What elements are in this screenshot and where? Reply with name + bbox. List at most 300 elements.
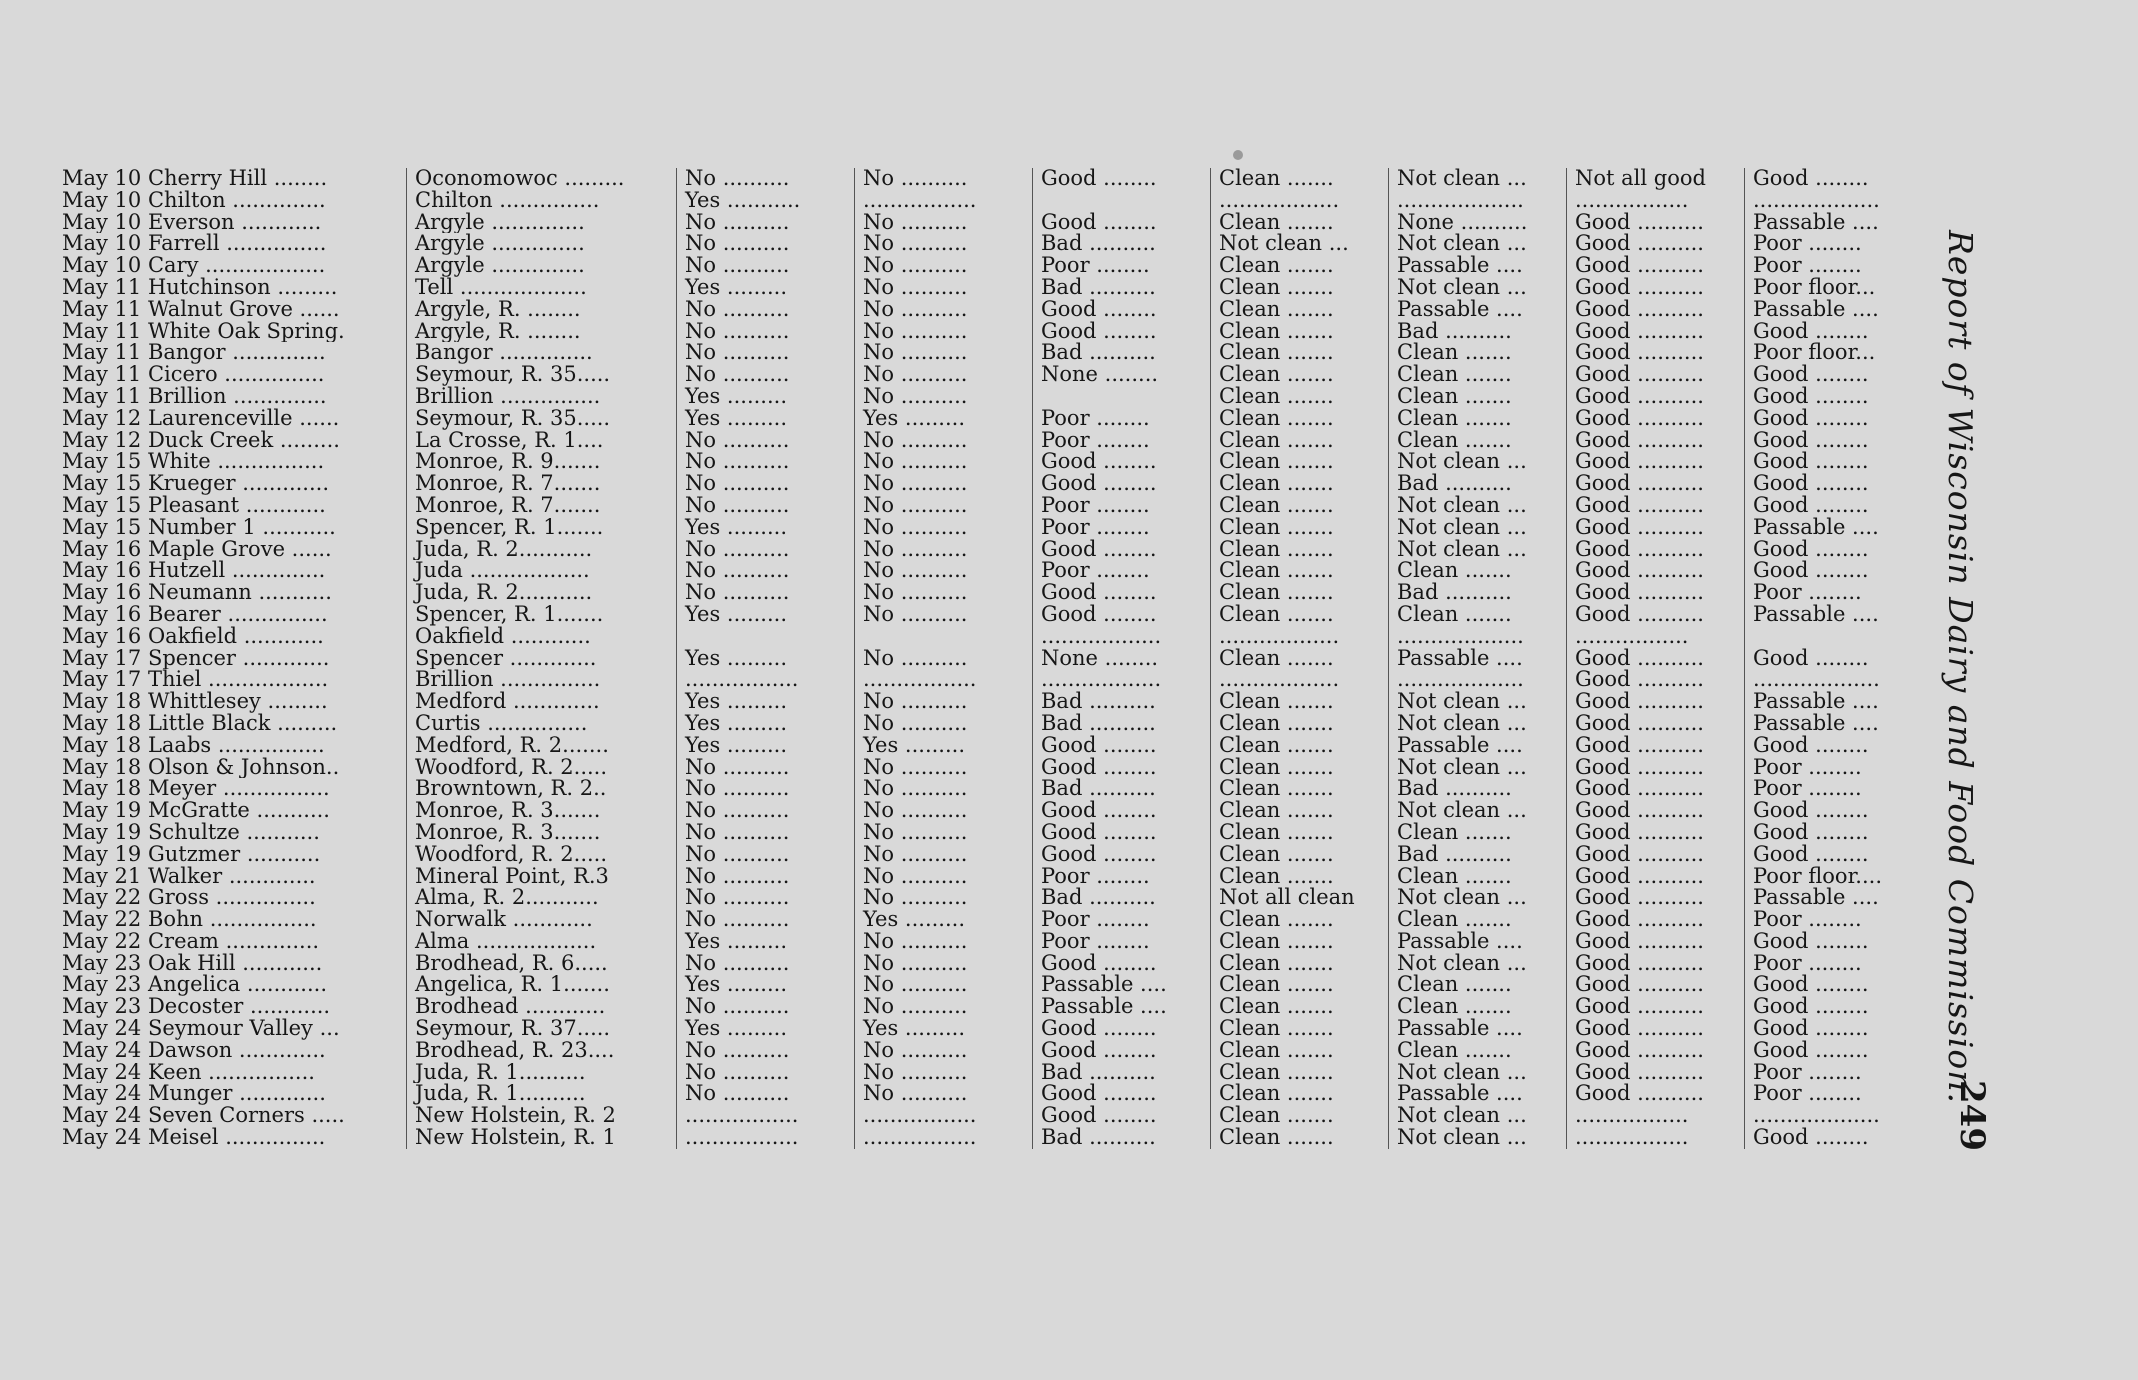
table-cell: Clean ....... [1210, 778, 1388, 800]
table-cell: No .......... [676, 866, 854, 888]
table-cell: Clean ....... [1210, 1105, 1388, 1127]
table-cell: No .......... [854, 996, 1032, 1018]
table-cell: Good ........ [1744, 974, 1920, 996]
table-cell: Clean ....... [1210, 560, 1388, 582]
table-cell: No .......... [854, 582, 1032, 604]
table-cell: May 18 Laabs ................ [62, 734, 325, 757]
table-cell: Medford, R. 2....... [406, 735, 676, 757]
table-cell: Clean ....... [1210, 974, 1388, 996]
table-cell: ................. [676, 669, 854, 691]
table-cell: Argyle, R. ........ [406, 321, 676, 343]
table-cell: No .......... [854, 212, 1032, 234]
table-row [58, 190, 1958, 212]
table-cell: Monroe, R. 3....... [406, 822, 676, 844]
table-cell: Good .......... [1566, 277, 1744, 299]
table-cell: No .......... [854, 822, 1032, 844]
table-cell: Good ........ [1744, 560, 1920, 582]
table-cell: Good .......... [1566, 1018, 1744, 1040]
table-cell: Good .......... [1566, 778, 1744, 800]
table-cell: Good .......... [1566, 691, 1744, 713]
table-cell: Good ........ [1744, 648, 1920, 670]
table-cell: No .......... [854, 299, 1032, 321]
table-cell: Clean ....... [1388, 386, 1566, 408]
table-cell: Passable .... [1744, 887, 1920, 909]
table-cell: May 21 Walker ............. [62, 865, 316, 888]
table-cell: Good .......... [1566, 713, 1744, 735]
table-cell: No .......... [676, 582, 854, 604]
table-cell: ................... [1388, 190, 1566, 212]
table-row [58, 648, 1958, 670]
table-cell: Monroe, R. 7....... [406, 495, 676, 517]
table-cell: No .......... [676, 822, 854, 844]
table-cell: No .......... [854, 560, 1032, 582]
table-cell: Monroe, R. 3....... [406, 800, 676, 822]
table-cell: Juda, R. 2........... [406, 582, 676, 604]
table-cell: Good .......... [1566, 408, 1744, 430]
table-cell: Seymour, R. 35..... [406, 408, 676, 430]
table-cell: No .......... [676, 430, 854, 452]
table-cell: Clean ....... [1388, 866, 1566, 888]
table-cell: May 15 White ................ [62, 451, 325, 474]
table-cell: No .......... [854, 451, 1032, 473]
table-cell: May 16 Hutzell .............. [62, 560, 326, 583]
table-cell: Clean ....... [1210, 844, 1388, 866]
table-cell: None .......... [1388, 212, 1566, 234]
table-cell: Poor ........ [1032, 931, 1210, 953]
table-cell: Poor ........ [1032, 430, 1210, 452]
table-cell: No .......... [676, 1040, 854, 1062]
table-cell: Good .......... [1566, 233, 1744, 255]
table-cell: Clean ....... [1388, 909, 1566, 931]
table-cell: No .......... [676, 560, 854, 582]
table-cell: Yes ......... [676, 386, 854, 408]
table-cell: May 16 Oakfield ............ [62, 625, 324, 648]
table-cell: Not clean ... [1388, 887, 1566, 909]
table-cell: .................. [1032, 626, 1210, 648]
table-cell: Passable .... [1032, 974, 1210, 996]
table-cell: Bad .......... [1388, 582, 1566, 604]
table-cell: No .......... [676, 255, 854, 277]
table-cell: Monroe, R. 7....... [406, 473, 676, 495]
table-cell: Clean ....... [1388, 364, 1566, 386]
table-cell: Clean ....... [1210, 1040, 1388, 1062]
table-cell: May 22 Gross ............... [62, 887, 316, 910]
table-cell: Spencer, R. 1....... [406, 604, 676, 626]
table-cell: Seymour, R. 37..... [406, 1018, 676, 1040]
table-cell: Good .......... [1566, 430, 1744, 452]
table-cell: Clean ....... [1210, 996, 1388, 1018]
table-cell: May 19 Gutzmer ........... [62, 843, 321, 866]
table-cell: Clean ....... [1210, 909, 1388, 931]
table-cell: Not all good [1566, 168, 1744, 190]
table-cell: Juda .................. [406, 560, 676, 582]
table-cell: Good .......... [1566, 800, 1744, 822]
table-cell: Clean ....... [1210, 321, 1388, 343]
table-cell: Argyle .............. [406, 255, 676, 277]
table-cell: Good ........ [1744, 386, 1920, 408]
table-cell: Good ........ [1744, 495, 1920, 517]
table-cell: Good .......... [1566, 539, 1744, 561]
table-cell: Yes ......... [854, 735, 1032, 757]
table-cell: No .......... [854, 953, 1032, 975]
table-row [58, 582, 1958, 604]
table-row [58, 909, 1958, 931]
table-cell: Good ........ [1744, 996, 1920, 1018]
table-cell: Good ........ [1744, 735, 1920, 757]
table-cell: May 11 Bangor .............. [62, 342, 326, 365]
table-cell: ................. [854, 190, 1032, 212]
table-cell: Good ........ [1744, 473, 1920, 495]
table-cell: Clean ....... [1388, 822, 1566, 844]
table-cell: No .......... [676, 844, 854, 866]
table-cell: Not clean ... [1388, 539, 1566, 561]
table-row [58, 778, 1958, 800]
table-cell: Clean ....... [1210, 495, 1388, 517]
table-cell: ................. [854, 1105, 1032, 1127]
table-cell: Good .......... [1566, 451, 1744, 473]
table-cell: Poor ........ [1744, 255, 1920, 277]
table-cell: No .......... [676, 299, 854, 321]
table-cell: Not clean ... [1388, 517, 1566, 539]
table-cell: May 12 Duck Creek ......... [62, 429, 340, 452]
table-cell: Good .......... [1566, 364, 1744, 386]
table-cell: Passable .... [1744, 691, 1920, 713]
table-row [58, 321, 1958, 343]
table-cell: Chilton ............... [406, 190, 676, 212]
table-cell: Clean ....... [1210, 800, 1388, 822]
table-cell: Not clean ... [1388, 495, 1566, 517]
table-cell: Bad .......... [1032, 713, 1210, 735]
table-cell: Clean ....... [1388, 974, 1566, 996]
table-cell: May 10 Cary .................. [62, 255, 326, 277]
table-cell: Bad .......... [1032, 887, 1210, 909]
table-cell: Good .......... [1566, 582, 1744, 604]
table-cell: Clean ....... [1210, 931, 1388, 953]
table-row [58, 277, 1958, 299]
table-cell: .................. [1210, 626, 1388, 648]
table-cell: Poor ........ [1032, 909, 1210, 931]
table-cell: Brillion ............... [406, 386, 676, 408]
table-cell: ................. [1566, 190, 1744, 212]
table-cell [1744, 626, 1920, 648]
table-cell: Norwalk ............ [406, 909, 676, 931]
table-cell: Medford ............. [406, 691, 676, 713]
table-cell: May 15 Krueger ............. [62, 473, 330, 495]
table-cell: Clean ....... [1210, 277, 1388, 299]
table-row [58, 604, 1958, 626]
table-cell: No .......... [676, 953, 854, 975]
table-cell: Good .......... [1566, 212, 1744, 234]
table-cell [676, 626, 854, 648]
table-cell: Passable .... [1032, 996, 1210, 1018]
table-cell: Good .......... [1566, 604, 1744, 626]
table-row [58, 430, 1958, 452]
table-row [58, 233, 1958, 255]
table-cell: No .......... [676, 473, 854, 495]
table-cell: Passable .... [1388, 255, 1566, 277]
table-cell: No .......... [676, 909, 854, 931]
table-cell: Clean ....... [1210, 212, 1388, 234]
table-cell: Juda, R. 1.......... [406, 1083, 676, 1105]
table-cell: Clean ....... [1210, 1062, 1388, 1084]
table-cell: Good .......... [1566, 321, 1744, 343]
table-row [58, 408, 1958, 430]
table-cell: Clean ....... [1210, 582, 1388, 604]
table-cell: Clean ....... [1210, 648, 1388, 670]
table-cell: Clean ....... [1210, 604, 1388, 626]
table-row [58, 691, 1958, 713]
table-cell: Good .......... [1566, 386, 1744, 408]
table-cell: May 10 Farrell ............... [62, 233, 327, 256]
table-cell: No .......... [854, 495, 1032, 517]
table-cell: Good .......... [1566, 648, 1744, 670]
table-cell: Yes ......... [676, 517, 854, 539]
table-cell: Juda, R. 1.......... [406, 1062, 676, 1084]
table-cell: Clean ....... [1210, 517, 1388, 539]
table-cell: Poor ........ [1032, 517, 1210, 539]
table-cell: Poor floor... [1744, 277, 1920, 299]
table-cell: May 24 Dawson ............. [62, 1039, 326, 1062]
table-row [58, 364, 1958, 386]
table-cell: Good ........ [1744, 168, 1920, 190]
table-row [58, 887, 1958, 909]
table-row [58, 931, 1958, 953]
table-cell: No .......... [676, 451, 854, 473]
table-cell: Good ........ [1744, 1018, 1920, 1040]
table-cell: Poor ........ [1744, 233, 1920, 255]
table-cell: Spencer, R. 1....... [406, 517, 676, 539]
table-cell: May 10 Cherry Hill ........ [62, 168, 328, 190]
table-cell: Bad .......... [1388, 844, 1566, 866]
table-cell: May 10 Chilton .............. [62, 189, 326, 212]
table-cell: Passable .... [1388, 1083, 1566, 1105]
table-cell: May 15 Number 1 ........... [62, 516, 336, 539]
table-cell: No .......... [854, 430, 1032, 452]
table-cell: No .......... [676, 364, 854, 386]
table-cell: Good .......... [1566, 887, 1744, 909]
table-cell: Good ........ [1032, 822, 1210, 844]
table-cell: Yes ......... [676, 713, 854, 735]
table-cell: Good ........ [1744, 800, 1920, 822]
table-cell: Seymour, R. 35..... [406, 364, 676, 386]
table-cell: Yes ......... [676, 604, 854, 626]
table-cell: Passable .... [1388, 648, 1566, 670]
table-cell: Clean ....... [1388, 408, 1566, 430]
table-cell: Clean ....... [1388, 1040, 1566, 1062]
table-cell: New Holstein, R. 2 [406, 1105, 676, 1127]
table-cell: Poor floor.... [1744, 866, 1920, 888]
table-cell: ................. [854, 669, 1032, 691]
table-cell: Brillion ............... [406, 669, 676, 691]
table-cell: Good ........ [1744, 844, 1920, 866]
table-cell: Yes ......... [676, 1018, 854, 1040]
table-row [58, 451, 1958, 473]
table-cell: Oakfield ............ [406, 626, 676, 648]
table-cell: Not clean ... [1388, 713, 1566, 735]
table-cell: No .......... [854, 974, 1032, 996]
table-cell: Yes ......... [676, 648, 854, 670]
table-cell: Bad .......... [1388, 321, 1566, 343]
table-cell: ................... [1388, 626, 1566, 648]
table-cell: Woodford, R. 2..... [406, 757, 676, 779]
table-cell: Good .......... [1566, 909, 1744, 931]
table-cell: Good .......... [1566, 299, 1744, 321]
table-row [58, 996, 1958, 1018]
table-cell: No .......... [854, 168, 1032, 190]
table-cell: No .......... [676, 321, 854, 343]
table-cell: ................. [1566, 1105, 1744, 1127]
table-cell [1032, 190, 1210, 212]
inspection-table [58, 168, 1958, 1149]
table-cell: Yes ......... [676, 408, 854, 430]
table-cell: No .......... [854, 713, 1032, 735]
table-cell: No .......... [676, 800, 854, 822]
table-cell: Bad .......... [1032, 342, 1210, 364]
table-cell: Yes ......... [854, 408, 1032, 430]
table-cell: Good ........ [1032, 299, 1210, 321]
table-cell: Good .......... [1566, 1083, 1744, 1105]
table-cell: May 23 Angelica ............ [62, 974, 328, 997]
table-cell: ................... [1744, 669, 1920, 691]
table-row [58, 713, 1958, 735]
table-cell: Poor ........ [1032, 866, 1210, 888]
table-cell: No .......... [854, 1083, 1032, 1105]
table-cell: Spencer ............. [406, 648, 676, 670]
table-cell: Good ........ [1744, 539, 1920, 561]
table-cell: Alma .................. [406, 931, 676, 953]
table-cell: May 24 Keen ................ [62, 1061, 315, 1084]
table-cell: May 16 Neumann ........... [62, 582, 332, 604]
table-cell: Brodhead ............ [406, 996, 676, 1018]
table-cell: Passable .... [1388, 931, 1566, 953]
table-cell: May 11 Cicero ............... [62, 364, 325, 386]
table-cell: Not clean ... [1388, 1105, 1566, 1127]
table-cell: Passable .... [1388, 735, 1566, 757]
table-cell: Yes ......... [854, 909, 1032, 931]
table-cell: No .......... [854, 386, 1032, 408]
table-cell: May 10 Everson ............ [62, 211, 322, 234]
table-cell: No .......... [854, 255, 1032, 277]
table-cell: Poor floor... [1744, 342, 1920, 364]
table-cell: ................... [1744, 190, 1920, 212]
table-cell: Good .......... [1566, 844, 1744, 866]
table-cell: No .......... [854, 866, 1032, 888]
table-cell: May 16 Bearer ............... [62, 603, 328, 626]
table-cell: Bad .......... [1388, 778, 1566, 800]
table-cell: May 11 Walnut Grove ...... [62, 298, 340, 321]
table-cell: Not clean ... [1388, 757, 1566, 779]
table-cell: Poor ........ [1744, 582, 1920, 604]
table-cell: May 12 Laurenceville ...... [62, 407, 340, 430]
table-cell: Passable .... [1388, 299, 1566, 321]
table-cell: Alma, R. 2........... [406, 887, 676, 909]
table-cell: May 17 Spencer ............. [62, 647, 330, 670]
table-cell: Good .......... [1566, 473, 1744, 495]
table-row [58, 386, 1958, 408]
table-cell: Mineral Point, R.3 [406, 866, 676, 888]
table-cell: None ........ [1032, 364, 1210, 386]
table-cell: Good ........ [1032, 1083, 1210, 1105]
table-cell: Not clean ... [1388, 1127, 1566, 1149]
table-row [58, 1018, 1958, 1040]
table-cell: Good ........ [1032, 604, 1210, 626]
table-cell: Good ........ [1744, 822, 1920, 844]
table-cell: May 11 White Oak Spring. [62, 320, 345, 343]
table-row [58, 168, 1958, 190]
table-cell: None ........ [1032, 648, 1210, 670]
table-cell: Good .......... [1566, 974, 1744, 996]
table-cell: No .......... [854, 364, 1032, 386]
table-cell: Good .......... [1566, 953, 1744, 975]
table-cell: No .......... [854, 604, 1032, 626]
table-cell: No .......... [676, 168, 854, 190]
table-cell: No .......... [676, 1083, 854, 1105]
table-cell: Clean ....... [1388, 560, 1566, 582]
table-cell: Bad .......... [1032, 1127, 1210, 1149]
table-cell: No .......... [676, 495, 854, 517]
table-cell: No .......... [854, 778, 1032, 800]
table-row [58, 866, 1958, 888]
table-cell: Good ........ [1032, 1105, 1210, 1127]
table-cell: Good ........ [1032, 582, 1210, 604]
table-cell: Clean ....... [1210, 430, 1388, 452]
table-cell: May 24 Seven Corners ..... [62, 1105, 345, 1128]
table-cell: No .......... [854, 1062, 1032, 1084]
table-cell: No .......... [676, 212, 854, 234]
table-cell: May 18 Olson & Johnson.. [62, 756, 340, 779]
table-cell: No .......... [854, 233, 1032, 255]
table-cell: Good .......... [1566, 757, 1744, 779]
table-cell: Passable .... [1744, 604, 1920, 626]
table-cell: Good .......... [1566, 931, 1744, 953]
table-cell: Good ........ [1032, 212, 1210, 234]
table-cell: Not clean ... [1388, 277, 1566, 299]
table-cell: May 16 Maple Grove ...... [62, 538, 332, 561]
table-cell: Passable .... [1388, 1018, 1566, 1040]
table-cell: New Holstein, R. 1 [406, 1127, 676, 1149]
table-row [58, 1127, 1958, 1149]
table-cell: Good ........ [1032, 953, 1210, 975]
table-cell: No .......... [854, 277, 1032, 299]
table-cell: Clean ....... [1388, 342, 1566, 364]
table-cell: Good .......... [1566, 342, 1744, 364]
table-cell: No .......... [854, 648, 1032, 670]
table-row [58, 669, 1958, 691]
table-cell: Good .......... [1566, 669, 1744, 691]
table-cell: May 22 Bohn ................ [62, 909, 317, 931]
table-row [58, 974, 1958, 996]
table-cell: Good ........ [1032, 1018, 1210, 1040]
table-cell: No .......... [854, 931, 1032, 953]
table-row [58, 539, 1958, 561]
table-cell: No .......... [854, 691, 1032, 713]
table-cell: .................. [1210, 669, 1388, 691]
table-cell: Good .......... [1566, 560, 1744, 582]
table-cell: .................. [1032, 669, 1210, 691]
table-cell: Good ........ [1744, 430, 1920, 452]
table-cell: Good .......... [1566, 495, 1744, 517]
table-cell: No .......... [854, 844, 1032, 866]
table-cell: No .......... [676, 539, 854, 561]
table-cell: Clean ....... [1210, 866, 1388, 888]
table-cell: Good .......... [1566, 1062, 1744, 1084]
table-cell: Good ........ [1744, 451, 1920, 473]
table-cell: No .......... [854, 321, 1032, 343]
table-cell: ................. [1566, 626, 1744, 648]
page-number: 249 [1952, 1080, 1992, 1151]
table-cell: No .......... [854, 342, 1032, 364]
table-cell: No .......... [676, 233, 854, 255]
